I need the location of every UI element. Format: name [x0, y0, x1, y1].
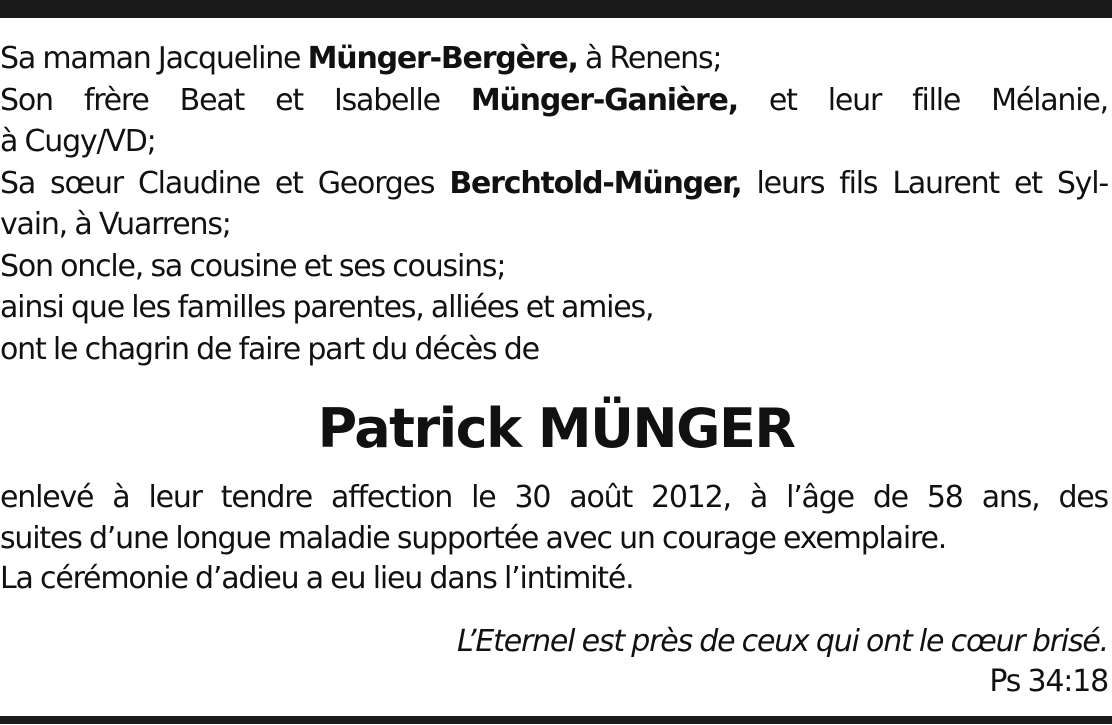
- family-line-brother: [0, 80, 1108, 122]
- family-line-text: Son frère Beat et Isabelle: [0, 82, 471, 118]
- top-border-rule: [0, 0, 1112, 18]
- family-surname-bold: Berchtold-Münger,: [449, 165, 742, 201]
- bible-verse-reference: Ps 34:18: [989, 664, 1108, 699]
- family-surname-bold: Münger-Bergère,: [307, 41, 578, 76]
- bible-quote: [457, 622, 1108, 702]
- family-line-relatives: ainsi que les familles parentes, alliées et amies,: [0, 290, 654, 325]
- announcement-line: La cérémonie d’adieu a eu lieu dans l’intimité.: [0, 561, 634, 596]
- family-members-list: [0, 38, 1108, 370]
- announcement-line: enlevé à leur tendre affection le 30 août 2012, à l’âge de 58 ans, des: [0, 480, 1108, 515]
- deceased-name-heading: Patrick MÜNGER: [317, 397, 795, 460]
- death-announcement-text: [0, 478, 1108, 600]
- family-line-text: à Renens;: [577, 41, 722, 76]
- family-line-mother: [0, 38, 1108, 80]
- family-line-text: et leur fille Mélanie,: [737, 82, 1108, 118]
- family-line-announcement-intro: ont le chagrin de faire part du décès de: [0, 331, 539, 367]
- family-line-text: leurs fils Laurent et Syl-: [741, 165, 1108, 201]
- family-line-text: Sa sœur Claudine et Georges: [0, 165, 450, 201]
- bottom-border-rule: [0, 716, 1112, 724]
- family-surname-bold: Münger-Ganière,: [470, 82, 738, 118]
- family-line-sister-place: vain, à Vuarrens;: [0, 207, 231, 242]
- announcement-line: suites d’une longue maladie supportée avec un courage exemplaire.: [0, 520, 947, 556]
- family-line-uncle-cousins: Son oncle, sa cousine et ses cousins;: [0, 248, 506, 284]
- family-line-text: Sa maman Jacqueline: [0, 41, 308, 76]
- family-line-brother-place: à Cugy/VD;: [0, 124, 156, 159]
- family-line-sister: [0, 163, 1108, 205]
- bible-verse-text: L’Eternel est près de ceux qui ont le cœur brisé.: [456, 624, 1108, 659]
